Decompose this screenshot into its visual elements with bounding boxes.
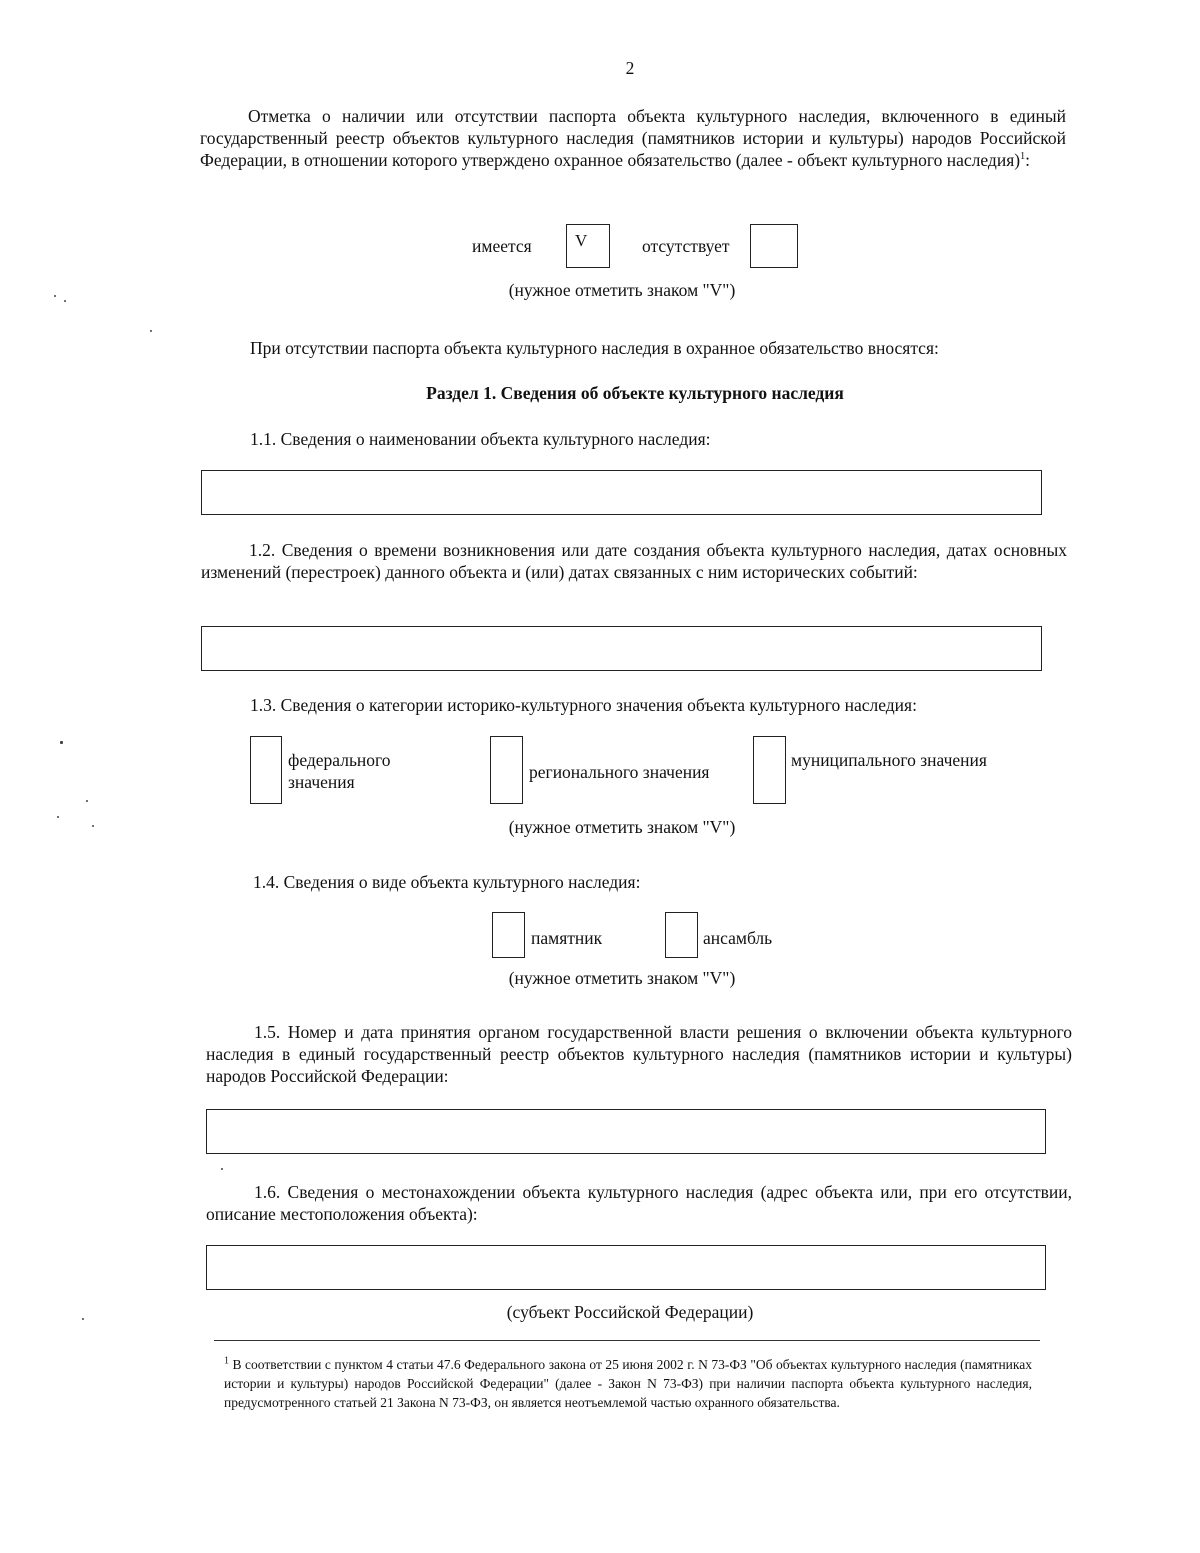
item-1-4-label: 1.4. Сведения о виде объекта культурного наследия: <box>253 872 641 892</box>
passport-absent-checkbox[interactable] <box>750 224 798 268</box>
intro-paragraph <box>200 105 1066 171</box>
page-number: 2 <box>625 58 635 78</box>
item-1-1-label: 1.1. Сведения о наименовании объекта культурного наследия: <box>250 429 711 449</box>
intro-footnote-mark: 1 <box>1020 151 1026 163</box>
passport-hint: (нужное отметить знаком "V") <box>508 280 736 300</box>
intro-colon: : <box>1025 150 1030 170</box>
scan-speck <box>57 816 59 818</box>
item-1-5-label: 1.5. Номер и дата принятия органом государственной власти решения о включении объекта культурного наследия в единый государственный реестр объектов культурного наследия (памятников истории и культуры) народов Российской Федерации: <box>206 1022 1072 1086</box>
footnote <box>224 1355 1032 1412</box>
item-1-1-field[interactable] <box>201 470 1042 515</box>
scan-speck <box>150 330 152 332</box>
scan-speck <box>221 1168 223 1170</box>
scan-speck <box>64 300 66 302</box>
scan-speck <box>82 1318 84 1320</box>
intro-text: Отметка о наличии или отсутствии паспорта объекта культурного наследия, включенного в единый государственный реестр объектов культурного наследия (памятников истории и культуры) народов Российской Федерации, в отношении которого утверждено охранное обязательство (далее - объект культурного наследия) <box>200 106 1066 170</box>
type-monument-checkbox[interactable] <box>492 912 525 958</box>
absence-note: При отсутствии паспорта объекта культурного наследия в охранное обязательство вносятся: <box>250 338 939 358</box>
item-1-2-field[interactable] <box>201 626 1042 671</box>
category-municipal-checkbox[interactable] <box>753 736 786 804</box>
scan-speck <box>60 741 63 744</box>
footnote-separator <box>214 1340 1040 1341</box>
footnote-mark: 1 <box>224 1355 229 1367</box>
item-1-3-hint: (нужное отметить знаком "V") <box>508 817 736 837</box>
passport-has-label: имеется <box>472 236 532 256</box>
subject-caption: (субъект Российской Федерации) <box>506 1302 754 1322</box>
section-title: Раздел 1. Сведения об объекте культурного наследия <box>426 383 844 403</box>
item-1-2-label: 1.2. Сведения о времени возникновения или дате создания объекта культурного наследия, датах основных изменений (перестроек) данного объекта и (или) датах связанных с ним исторических событий: <box>201 540 1067 582</box>
item-1-5-field[interactable] <box>206 1109 1046 1154</box>
category-municipal-label: муниципального значения <box>791 750 987 770</box>
passport-has-checkbox[interactable]: V <box>566 224 610 268</box>
footnote-text: В соответствии с пунктом 4 статьи 47.6 Федерального закона от 25 июня 2002 г. N 73-ФЗ "Об объектах культурного наследия (памятниках истории и культуры) народов Российской Федерации" (далее - Закон N 73-ФЗ) при наличии паспорта объекта культурного наследия, предусмотренного статьей 21 Закона N 73-ФЗ, он является неотъемлемой частью охранного обязательства. <box>224 1357 1033 1410</box>
item-1-6-field[interactable] <box>206 1245 1046 1290</box>
type-monument-label: памятник <box>531 928 603 948</box>
scan-speck <box>92 825 94 827</box>
type-ensemble-label: ансамбль <box>703 928 773 948</box>
scan-speck <box>54 295 56 297</box>
scan-speck <box>86 800 88 802</box>
item-1-3-label: 1.3. Сведения о категории историко-культурного значения объекта культурного наследия: <box>250 695 917 715</box>
category-regional-checkbox[interactable] <box>490 736 523 804</box>
passport-absent-label: отсутствует <box>642 236 730 256</box>
item-1-4-hint: (нужное отметить знаком "V") <box>508 968 736 988</box>
type-ensemble-checkbox[interactable] <box>665 912 698 958</box>
item-1-6-label: 1.6. Сведения о местонахождении объекта культурного наследия (адрес объекта или, при его отсутствии, описание местоположения объекта): <box>206 1182 1072 1224</box>
category-regional-label: регионального значения <box>529 762 710 782</box>
category-federal-label: федерального значения <box>288 750 391 792</box>
category-federal-checkbox[interactable] <box>250 736 282 804</box>
